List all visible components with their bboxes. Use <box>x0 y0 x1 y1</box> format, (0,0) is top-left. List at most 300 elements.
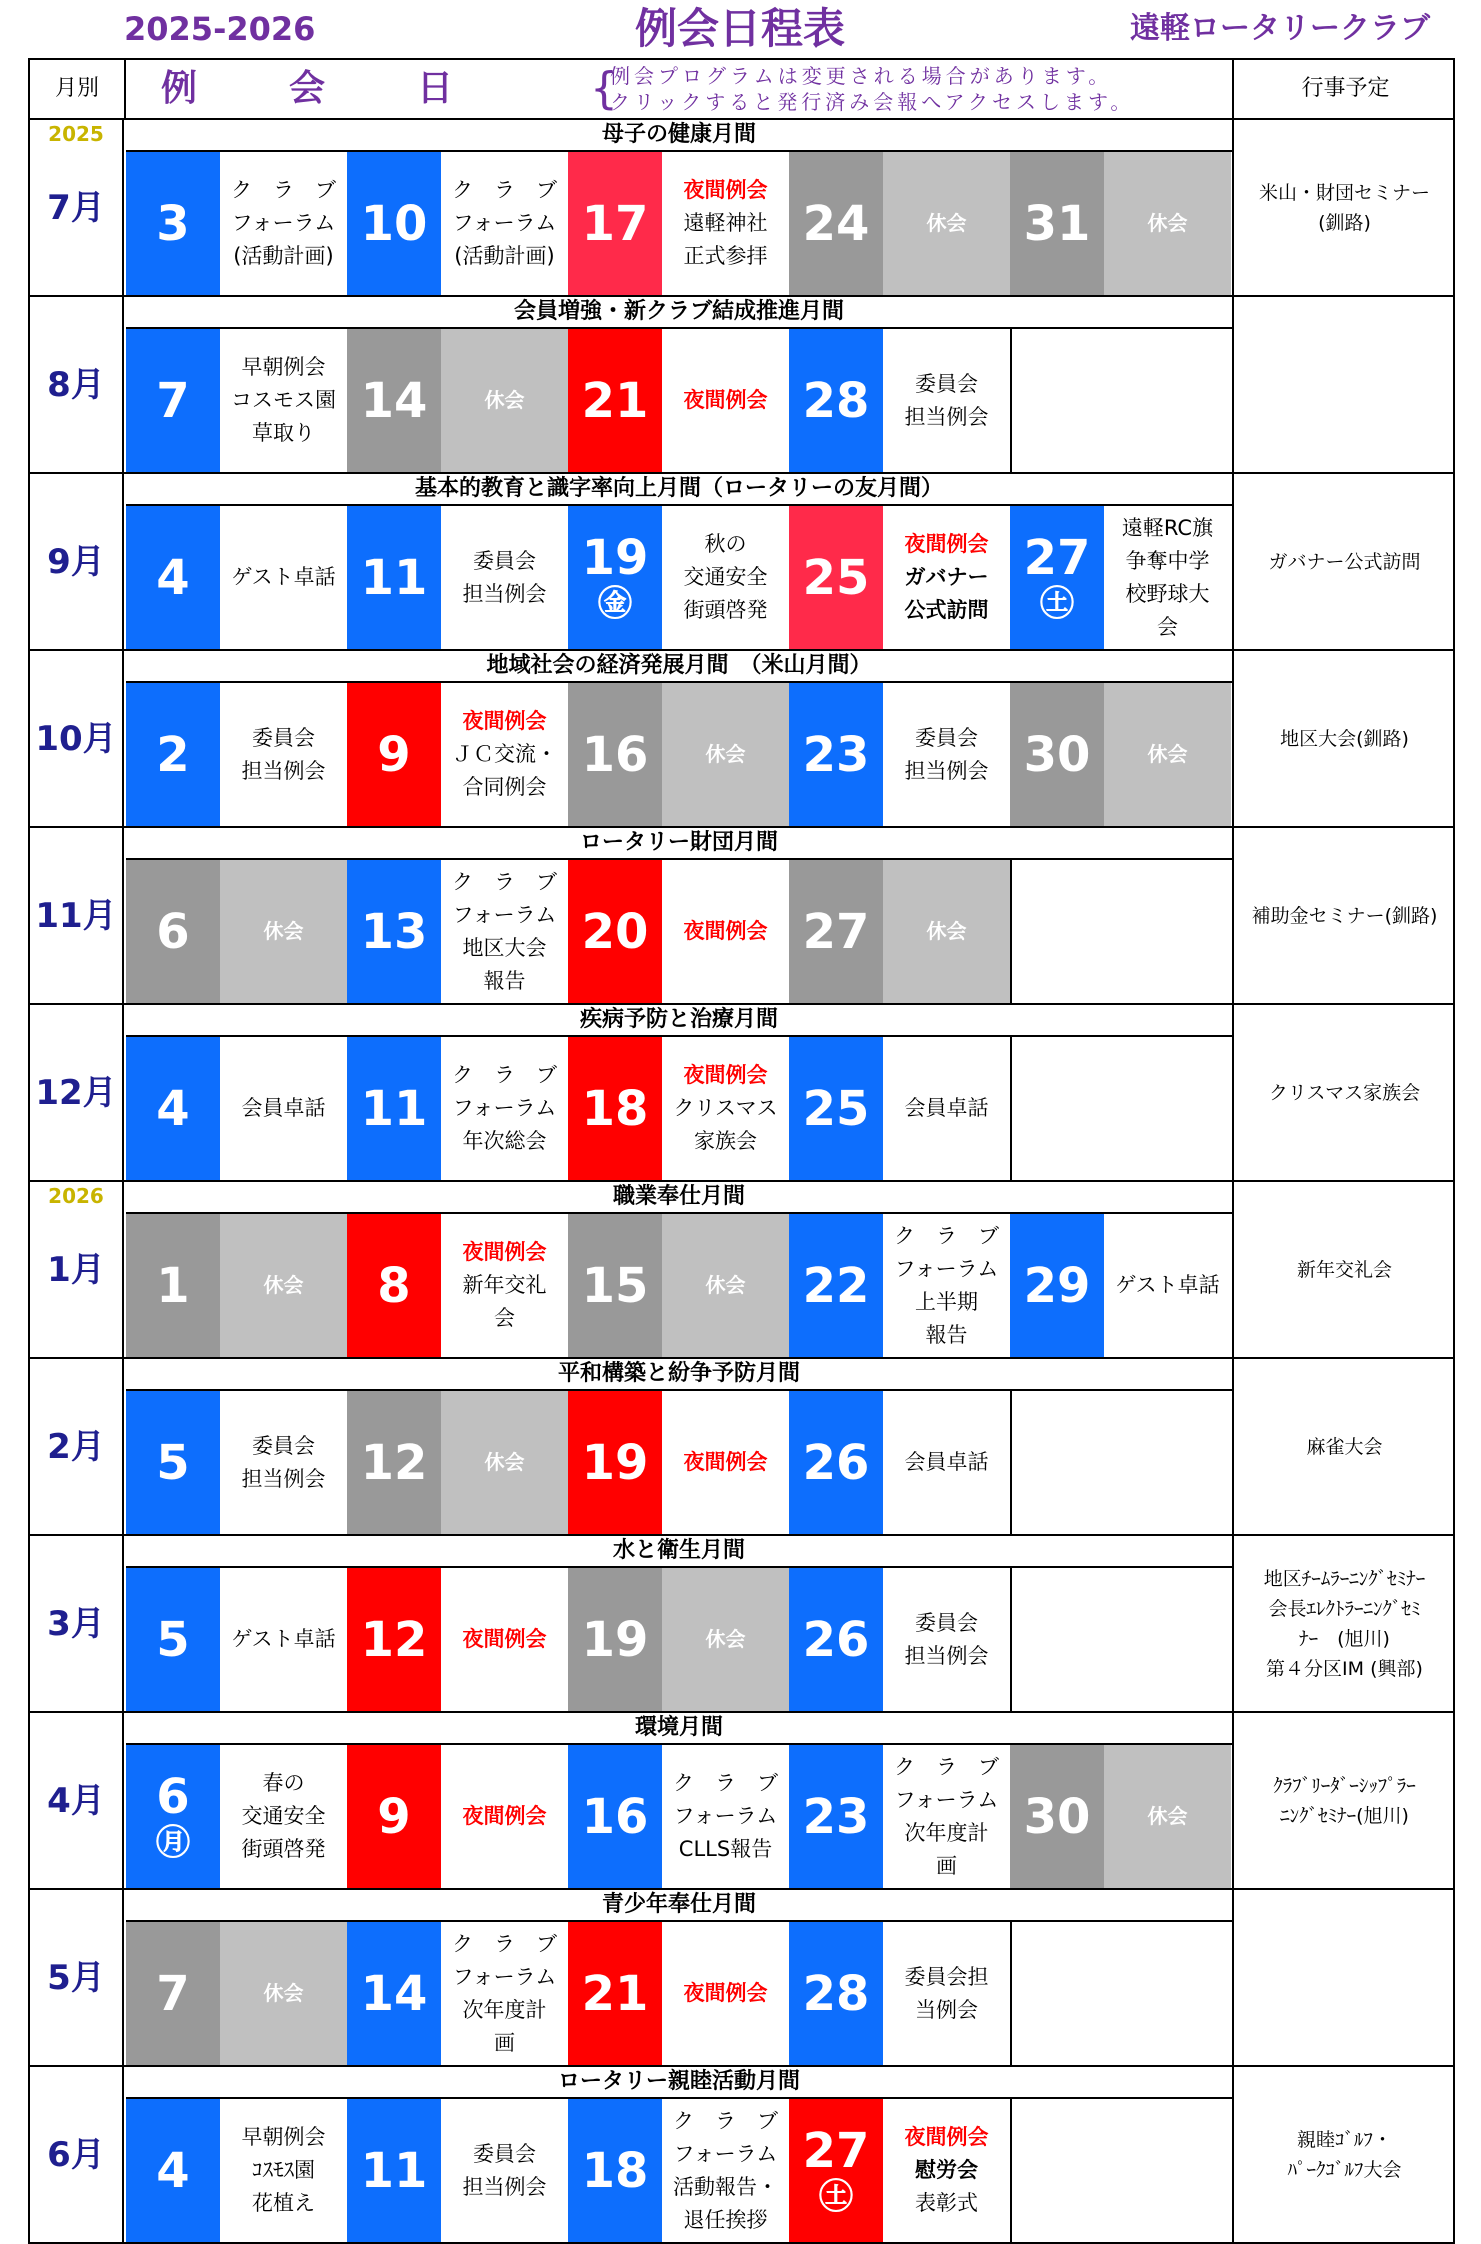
meeting-program[interactable] <box>220 1745 347 1888</box>
meeting-slot[interactable] <box>126 683 347 826</box>
meeting-slot[interactable] <box>1010 683 1231 826</box>
program-line: フォーラム <box>452 902 557 927</box>
meeting-program[interactable] <box>441 1922 568 2065</box>
month-label: 5月 <box>47 1958 105 1998</box>
meeting-slot[interactable] <box>568 860 789 1003</box>
date-number: 11 <box>360 1080 428 1137</box>
meeting-slot[interactable] <box>789 1922 1010 2065</box>
date-number: 19 <box>581 529 649 586</box>
meeting-slot[interactable] <box>347 506 568 649</box>
recess-note[interactable] <box>1104 152 1231 295</box>
meeting-cells <box>126 329 1232 472</box>
month-row <box>28 1359 1455 1536</box>
program-line: フォーラム <box>673 2141 778 2166</box>
meeting-date[interactable] <box>347 1568 441 1711</box>
date-number: 6 <box>156 903 190 960</box>
recess-note[interactable] <box>662 1214 789 1357</box>
meeting-program[interactable] <box>662 1037 789 1180</box>
meeting-program[interactable] <box>662 329 789 472</box>
empty-slot <box>1010 2099 1231 2242</box>
program-line: フォーラム <box>452 211 557 235</box>
program-line: 会 <box>1157 614 1178 639</box>
meeting-program[interactable] <box>1104 506 1231 649</box>
program-line: 休会 <box>926 919 967 943</box>
program-line: 夜間例会 <box>904 532 989 556</box>
meeting-program[interactable] <box>441 1037 568 1180</box>
program-line: 休会 <box>263 1273 304 1297</box>
meeting-date[interactable] <box>126 506 220 649</box>
program-line: 委員会 <box>252 725 315 750</box>
program-line: 会員卓話 <box>904 1450 989 1474</box>
meeting-slot[interactable] <box>126 152 347 295</box>
meeting-slot[interactable] <box>789 2099 1010 2242</box>
meeting-slot[interactable] <box>789 1214 1010 1357</box>
program-line: 夜間例会 <box>462 1627 547 1651</box>
meeting-slot[interactable] <box>347 1568 568 1711</box>
meeting-date[interactable] <box>789 329 883 472</box>
meeting-date[interactable] <box>347 1922 441 2065</box>
meeting-date[interactable] <box>789 683 883 826</box>
program-line: 担当例会 <box>904 404 989 429</box>
program-line: 夜間例会 <box>462 709 547 733</box>
meeting-program[interactable] <box>883 329 1010 472</box>
program-line: 退任挨拶 <box>683 2207 768 2232</box>
recess-note[interactable] <box>441 1391 568 1534</box>
meeting-program[interactable] <box>883 1745 1010 1888</box>
date-number: 18 <box>581 2142 649 2199</box>
program-line: 委員会担 <box>904 1964 989 1989</box>
program-line: ＪＣ交流・ <box>452 742 557 766</box>
date-number: 31 <box>1023 195 1091 252</box>
meeting-cells <box>126 1391 1232 1534</box>
month-label: 7月 <box>47 188 105 228</box>
meeting-slot[interactable] <box>789 506 1010 649</box>
meeting-slot[interactable] <box>568 1391 789 1534</box>
meeting-date[interactable] <box>347 683 441 826</box>
column-header-row <box>28 58 1455 120</box>
date-number: 29 <box>1023 1257 1091 1314</box>
meeting-slot[interactable] <box>568 1922 789 2065</box>
date-number: 16 <box>581 1788 649 1845</box>
meeting-date[interactable] <box>568 1037 662 1180</box>
meeting-program[interactable] <box>441 2099 568 2242</box>
meeting-date[interactable] <box>568 1568 662 1711</box>
date-number: 28 <box>802 1965 870 2022</box>
meeting-date[interactable] <box>1010 1745 1104 1888</box>
meeting-date[interactable] <box>1010 683 1104 826</box>
month-row <box>28 1536 1455 1713</box>
date-number: 5 <box>156 1434 190 1491</box>
date-number: 9 <box>377 1788 411 1845</box>
month-event: ｸﾗﾌﾞﾘｰﾀﾞｰｼｯﾌﾟﾗｰ ﾆﾝｸﾞｾﾐﾅｰ(旭川) <box>1232 1713 1455 1888</box>
month-event: 新年交礼会 <box>1232 1182 1455 1357</box>
meeting-date[interactable] <box>126 1745 220 1888</box>
date-number: 18 <box>581 1080 649 1137</box>
meeting-date[interactable] <box>1010 506 1104 649</box>
meeting-date[interactable] <box>126 1214 220 1357</box>
program-line: 春の <box>262 1771 305 1795</box>
recess-note[interactable] <box>441 329 568 472</box>
month-label: 1月 <box>47 1250 105 1290</box>
recess-note[interactable] <box>662 1568 789 1711</box>
meeting-slot[interactable] <box>347 1214 568 1357</box>
meeting-date[interactable] <box>347 2099 441 2242</box>
meeting-slot[interactable] <box>126 860 347 1003</box>
meeting-slot[interactable] <box>347 2099 568 2242</box>
meeting-date[interactable] <box>1010 152 1104 295</box>
meeting-date[interactable] <box>126 329 220 472</box>
meeting-slot[interactable] <box>126 1568 347 1711</box>
meeting-date[interactable] <box>789 860 883 1003</box>
meeting-date[interactable] <box>347 506 441 649</box>
meeting-date[interactable] <box>789 1037 883 1180</box>
program-line: 会員卓話 <box>241 1096 326 1120</box>
program-line: 夜間例会 <box>904 2125 989 2149</box>
program-line: 合同例会 <box>462 775 547 799</box>
meeting-slot[interactable] <box>347 1922 568 2065</box>
date-number: 25 <box>802 1080 870 1137</box>
month-label: 11月 <box>35 896 117 936</box>
meeting-slot[interactable] <box>789 860 1010 1003</box>
meeting-program[interactable] <box>441 860 568 1003</box>
weekday-mark: ㊎ <box>598 583 632 624</box>
meeting-slot[interactable] <box>789 329 1010 472</box>
meeting-date[interactable] <box>126 1922 220 2065</box>
program-line: 担当例会 <box>462 581 547 606</box>
meeting-slot[interactable] <box>126 1391 347 1534</box>
meeting-slot[interactable] <box>568 1568 789 1711</box>
program-line: ゲスト卓話 <box>231 565 336 589</box>
meeting-program[interactable] <box>220 329 347 472</box>
month-theme: 母子の健康月間 <box>126 120 1232 152</box>
meeting-date[interactable] <box>347 152 441 295</box>
meeting-date[interactable] <box>126 1037 220 1180</box>
meeting-program[interactable] <box>883 683 1010 826</box>
weekday-mark: ㊏ <box>819 2176 853 2217</box>
meeting-slot[interactable] <box>347 1037 568 1180</box>
date-number: 16 <box>581 726 649 783</box>
meeting-slot[interactable] <box>126 1745 347 1888</box>
meeting-slot[interactable] <box>347 683 568 826</box>
date-number: 15 <box>581 1257 649 1314</box>
fiscal-years: 2025-2026 <box>124 10 316 48</box>
meeting-date[interactable] <box>126 1391 220 1534</box>
meeting-slot[interactable] <box>126 329 347 472</box>
meeting-program[interactable] <box>883 1922 1010 2065</box>
meeting-date[interactable] <box>568 1922 662 2065</box>
meeting-cells <box>126 860 1232 1003</box>
date-number: 7 <box>156 1965 190 2022</box>
date-number: 27 <box>1023 529 1091 586</box>
meeting-slot[interactable] <box>1010 1745 1231 1888</box>
program-line: 当例会 <box>915 1997 978 2022</box>
date-number: 13 <box>360 903 428 960</box>
program-line: フォーラム <box>231 211 336 235</box>
meeting-slot[interactable] <box>568 2099 789 2242</box>
program-line: ク ラ ブ <box>673 1771 778 1795</box>
meeting-slot[interactable] <box>347 329 568 472</box>
meeting-date[interactable] <box>568 329 662 472</box>
meeting-date[interactable] <box>126 152 220 295</box>
month-row <box>28 1713 1455 1890</box>
meeting-slot[interactable] <box>568 1037 789 1180</box>
weekday-mark: ㊊ <box>156 1822 190 1863</box>
date-number: 25 <box>802 549 870 606</box>
program-line: 正式参拝 <box>683 244 768 268</box>
meeting-slot[interactable] <box>347 860 568 1003</box>
meeting-program[interactable] <box>441 152 568 295</box>
recess-note[interactable] <box>883 152 1010 295</box>
meeting-date[interactable] <box>568 1745 662 1888</box>
empty-slot <box>1010 329 1231 472</box>
date-number: 11 <box>360 2142 428 2199</box>
meeting-slot[interactable] <box>789 683 1010 826</box>
meeting-slot[interactable] <box>789 1745 1010 1888</box>
month-theme: 職業奉仕月間 <box>126 1182 1232 1214</box>
program-line: ク ラ ブ <box>231 178 336 202</box>
recess-note[interactable] <box>1104 1745 1231 1888</box>
program-line: 休会 <box>484 388 525 412</box>
year-label: 2025 <box>48 122 104 146</box>
meeting-date[interactable] <box>568 1214 662 1357</box>
meeting-date[interactable] <box>789 1745 883 1888</box>
month-row <box>28 651 1455 828</box>
recess-note[interactable] <box>220 1214 347 1357</box>
meeting-program[interactable] <box>220 152 347 295</box>
date-number: 21 <box>581 1965 649 2022</box>
month-event: 米山・財団セミナー (釧路) <box>1232 120 1455 295</box>
date-number: 12 <box>360 1434 428 1491</box>
month-theme: ロータリー財団月間 <box>126 828 1232 860</box>
meeting-slot[interactable] <box>789 152 1010 295</box>
meeting-program[interactable] <box>220 1391 347 1534</box>
program-line: (活動計画) <box>454 244 555 268</box>
program-line: 会員卓話 <box>904 1096 989 1120</box>
meeting-date[interactable] <box>789 506 883 649</box>
recess-note[interactable] <box>662 683 789 826</box>
program-line: ゲスト卓話 <box>231 1627 336 1651</box>
meeting-date[interactable] <box>789 1214 883 1357</box>
meeting-slot[interactable] <box>1010 1214 1231 1357</box>
meeting-slot[interactable] <box>347 152 568 295</box>
meeting-slot[interactable] <box>568 506 789 649</box>
date-number: 4 <box>156 549 190 606</box>
meeting-date[interactable] <box>347 1214 441 1357</box>
program-line: フォーラム <box>894 1787 999 1812</box>
meeting-slot[interactable] <box>1010 506 1231 649</box>
meeting-program[interactable] <box>441 683 568 826</box>
month-theme: 基本的教育と識字率向上月間（ロータリーの友月間） <box>126 474 1232 506</box>
meeting-date[interactable] <box>347 860 441 1003</box>
program-line: 早朝例会 <box>241 355 326 379</box>
meeting-program[interactable] <box>662 2099 789 2242</box>
meeting-date[interactable] <box>568 1391 662 1534</box>
meeting-program[interactable] <box>883 1391 1010 1534</box>
month-event: ガバナー公式訪問 <box>1232 474 1455 649</box>
program-line: フォーラム <box>673 1804 778 1828</box>
meeting-program[interactable] <box>1104 1214 1231 1357</box>
recess-note[interactable] <box>220 1922 347 2065</box>
month-theme: 青少年奉仕月間 <box>126 1890 1232 1922</box>
program-line: 争奪中学 <box>1125 548 1210 573</box>
meeting-slot[interactable] <box>347 1745 568 1888</box>
empty-slot <box>1010 860 1231 1003</box>
meeting-date[interactable] <box>789 1568 883 1711</box>
date-number: 27 <box>802 903 870 960</box>
weekday-mark: ㊏ <box>1040 583 1074 624</box>
program-line: ク ラ ブ <box>673 2108 778 2133</box>
meeting-program[interactable] <box>883 2099 1010 2242</box>
meeting-slot[interactable] <box>126 1922 347 2065</box>
meeting-date[interactable] <box>347 1391 441 1534</box>
meeting-slot[interactable] <box>789 1568 1010 1711</box>
meeting-program[interactable] <box>441 1214 568 1357</box>
date-number: 4 <box>156 2142 190 2199</box>
program-line: 委員会 <box>915 725 978 750</box>
recess-note[interactable] <box>1104 683 1231 826</box>
date-number: 11 <box>360 549 428 606</box>
meeting-program[interactable] <box>662 1745 789 1888</box>
meeting-date[interactable] <box>789 2099 883 2242</box>
meeting-program[interactable] <box>662 860 789 1003</box>
meeting-date[interactable] <box>347 1745 441 1888</box>
month-label-cell <box>30 1713 124 1888</box>
program-line: 遠軽神社 <box>683 211 768 235</box>
program-line: 担当例会 <box>904 758 989 783</box>
date-number: 4 <box>156 1080 190 1137</box>
meeting-date[interactable] <box>347 329 441 472</box>
meeting-date[interactable] <box>568 683 662 826</box>
meeting-program[interactable] <box>220 1568 347 1711</box>
meeting-slot[interactable] <box>568 152 789 295</box>
month-event <box>1232 297 1455 472</box>
date-number: 10 <box>360 195 428 252</box>
month-label: 6月 <box>47 2135 105 2175</box>
meeting-program[interactable] <box>220 1037 347 1180</box>
meeting-program[interactable] <box>220 683 347 826</box>
date-number: 23 <box>802 1788 870 1845</box>
month-theme: 地域社会の経済発展月間 （米山月間） <box>126 651 1232 683</box>
meeting-slot[interactable] <box>126 1037 347 1180</box>
meeting-slot[interactable] <box>126 2099 347 2242</box>
month-column-header: 月別 <box>30 60 126 118</box>
meeting-program[interactable] <box>883 506 1010 649</box>
meeting-date[interactable] <box>1010 1214 1104 1357</box>
date-number: 3 <box>156 195 190 252</box>
recess-note[interactable] <box>220 860 347 1003</box>
date-number: 19 <box>581 1611 649 1668</box>
meeting-slot[interactable] <box>568 1214 789 1357</box>
meeting-date[interactable] <box>126 683 220 826</box>
month-label: 12月 <box>35 1073 117 1113</box>
empty-slot <box>1010 1568 1231 1711</box>
meeting-program[interactable] <box>662 152 789 295</box>
meeting-date[interactable] <box>568 506 662 649</box>
meeting-date[interactable] <box>568 2099 662 2242</box>
month-theme: 水と衛生月間 <box>126 1536 1232 1568</box>
meeting-program[interactable] <box>883 1568 1010 1711</box>
month-label: 3月 <box>47 1604 105 1644</box>
meeting-date[interactable] <box>789 152 883 295</box>
meeting-date[interactable] <box>126 1568 220 1711</box>
program-line: 休会 <box>1147 1804 1188 1828</box>
date-number: 17 <box>581 195 649 252</box>
program-line: 担当例会 <box>241 1466 326 1491</box>
meeting-slot[interactable] <box>126 506 347 649</box>
meeting-program[interactable] <box>220 506 347 649</box>
meeting-date[interactable] <box>347 1037 441 1180</box>
program-line: 委員会 <box>252 1433 315 1458</box>
year-label: 2026 <box>48 1184 104 1208</box>
meeting-date[interactable] <box>789 1391 883 1534</box>
month-label-cell <box>30 2067 124 2242</box>
program-line: 校野球大 <box>1125 581 1210 606</box>
meeting-program[interactable] <box>883 1037 1010 1180</box>
empty-slot <box>1010 1922 1231 2065</box>
note-line-2: クリックすると発行済み会報へアクセスします。 <box>610 90 1135 114</box>
meeting-date[interactable] <box>568 860 662 1003</box>
meeting-program[interactable] <box>441 506 568 649</box>
meeting-slot[interactable] <box>347 1391 568 1534</box>
date-number: 30 <box>1023 1788 1091 1845</box>
empty-slot <box>1010 1391 1231 1534</box>
program-line: 担当例会 <box>241 758 326 783</box>
date-number: 21 <box>581 372 649 429</box>
month-event: 地区大会(釧路) <box>1232 651 1455 826</box>
events-column-header: 行事予定 <box>1232 60 1457 118</box>
meeting-program[interactable] <box>662 1922 789 2065</box>
meeting-program[interactable] <box>441 1745 568 1888</box>
meeting-program[interactable] <box>883 1214 1010 1357</box>
date-number: 14 <box>360 372 428 429</box>
date-number: 27 <box>802 2122 870 2179</box>
program-line: 会 <box>494 1306 515 1330</box>
date-number: 5 <box>156 1611 190 1668</box>
meeting-date[interactable] <box>568 152 662 295</box>
meeting-slot[interactable] <box>789 1391 1010 1534</box>
month-theme: ロータリー親睦活動月間 <box>126 2067 1232 2099</box>
meeting-cells <box>126 2099 1232 2242</box>
meeting-slot[interactable] <box>126 1214 347 1357</box>
meeting-cells <box>126 1922 1232 2065</box>
recess-note[interactable] <box>883 860 1010 1003</box>
meeting-date[interactable] <box>126 2099 220 2242</box>
meeting-slot[interactable] <box>1010 152 1231 295</box>
month-label: 4月 <box>47 1781 105 1821</box>
date-number: 2 <box>156 726 190 783</box>
meeting-slot[interactable] <box>568 683 789 826</box>
program-line: 夜間例会 <box>462 1804 547 1828</box>
meeting-program[interactable] <box>662 506 789 649</box>
month-label-cell <box>30 1005 124 1180</box>
meeting-slot[interactable] <box>789 1037 1010 1180</box>
meeting-program[interactable] <box>220 2099 347 2242</box>
meeting-date[interactable] <box>126 860 220 1003</box>
meeting-slot[interactable] <box>568 329 789 472</box>
month-label-cell <box>30 1359 124 1534</box>
program-line: 担当例会 <box>462 2174 547 2199</box>
meeting-slot[interactable] <box>568 1745 789 1888</box>
meeting-program[interactable] <box>441 1568 568 1711</box>
club-name: 遠軽ロータリークラブ <box>1130 11 1430 46</box>
program-line: 新年交礼 <box>462 1273 547 1297</box>
program-line: 花植え <box>252 2191 315 2215</box>
date-number: 24 <box>802 195 870 252</box>
meeting-program[interactable] <box>662 1391 789 1534</box>
program-line: 草取り <box>252 421 315 445</box>
program-line: コスモス園 <box>231 388 336 412</box>
meeting-date[interactable] <box>789 1922 883 2065</box>
